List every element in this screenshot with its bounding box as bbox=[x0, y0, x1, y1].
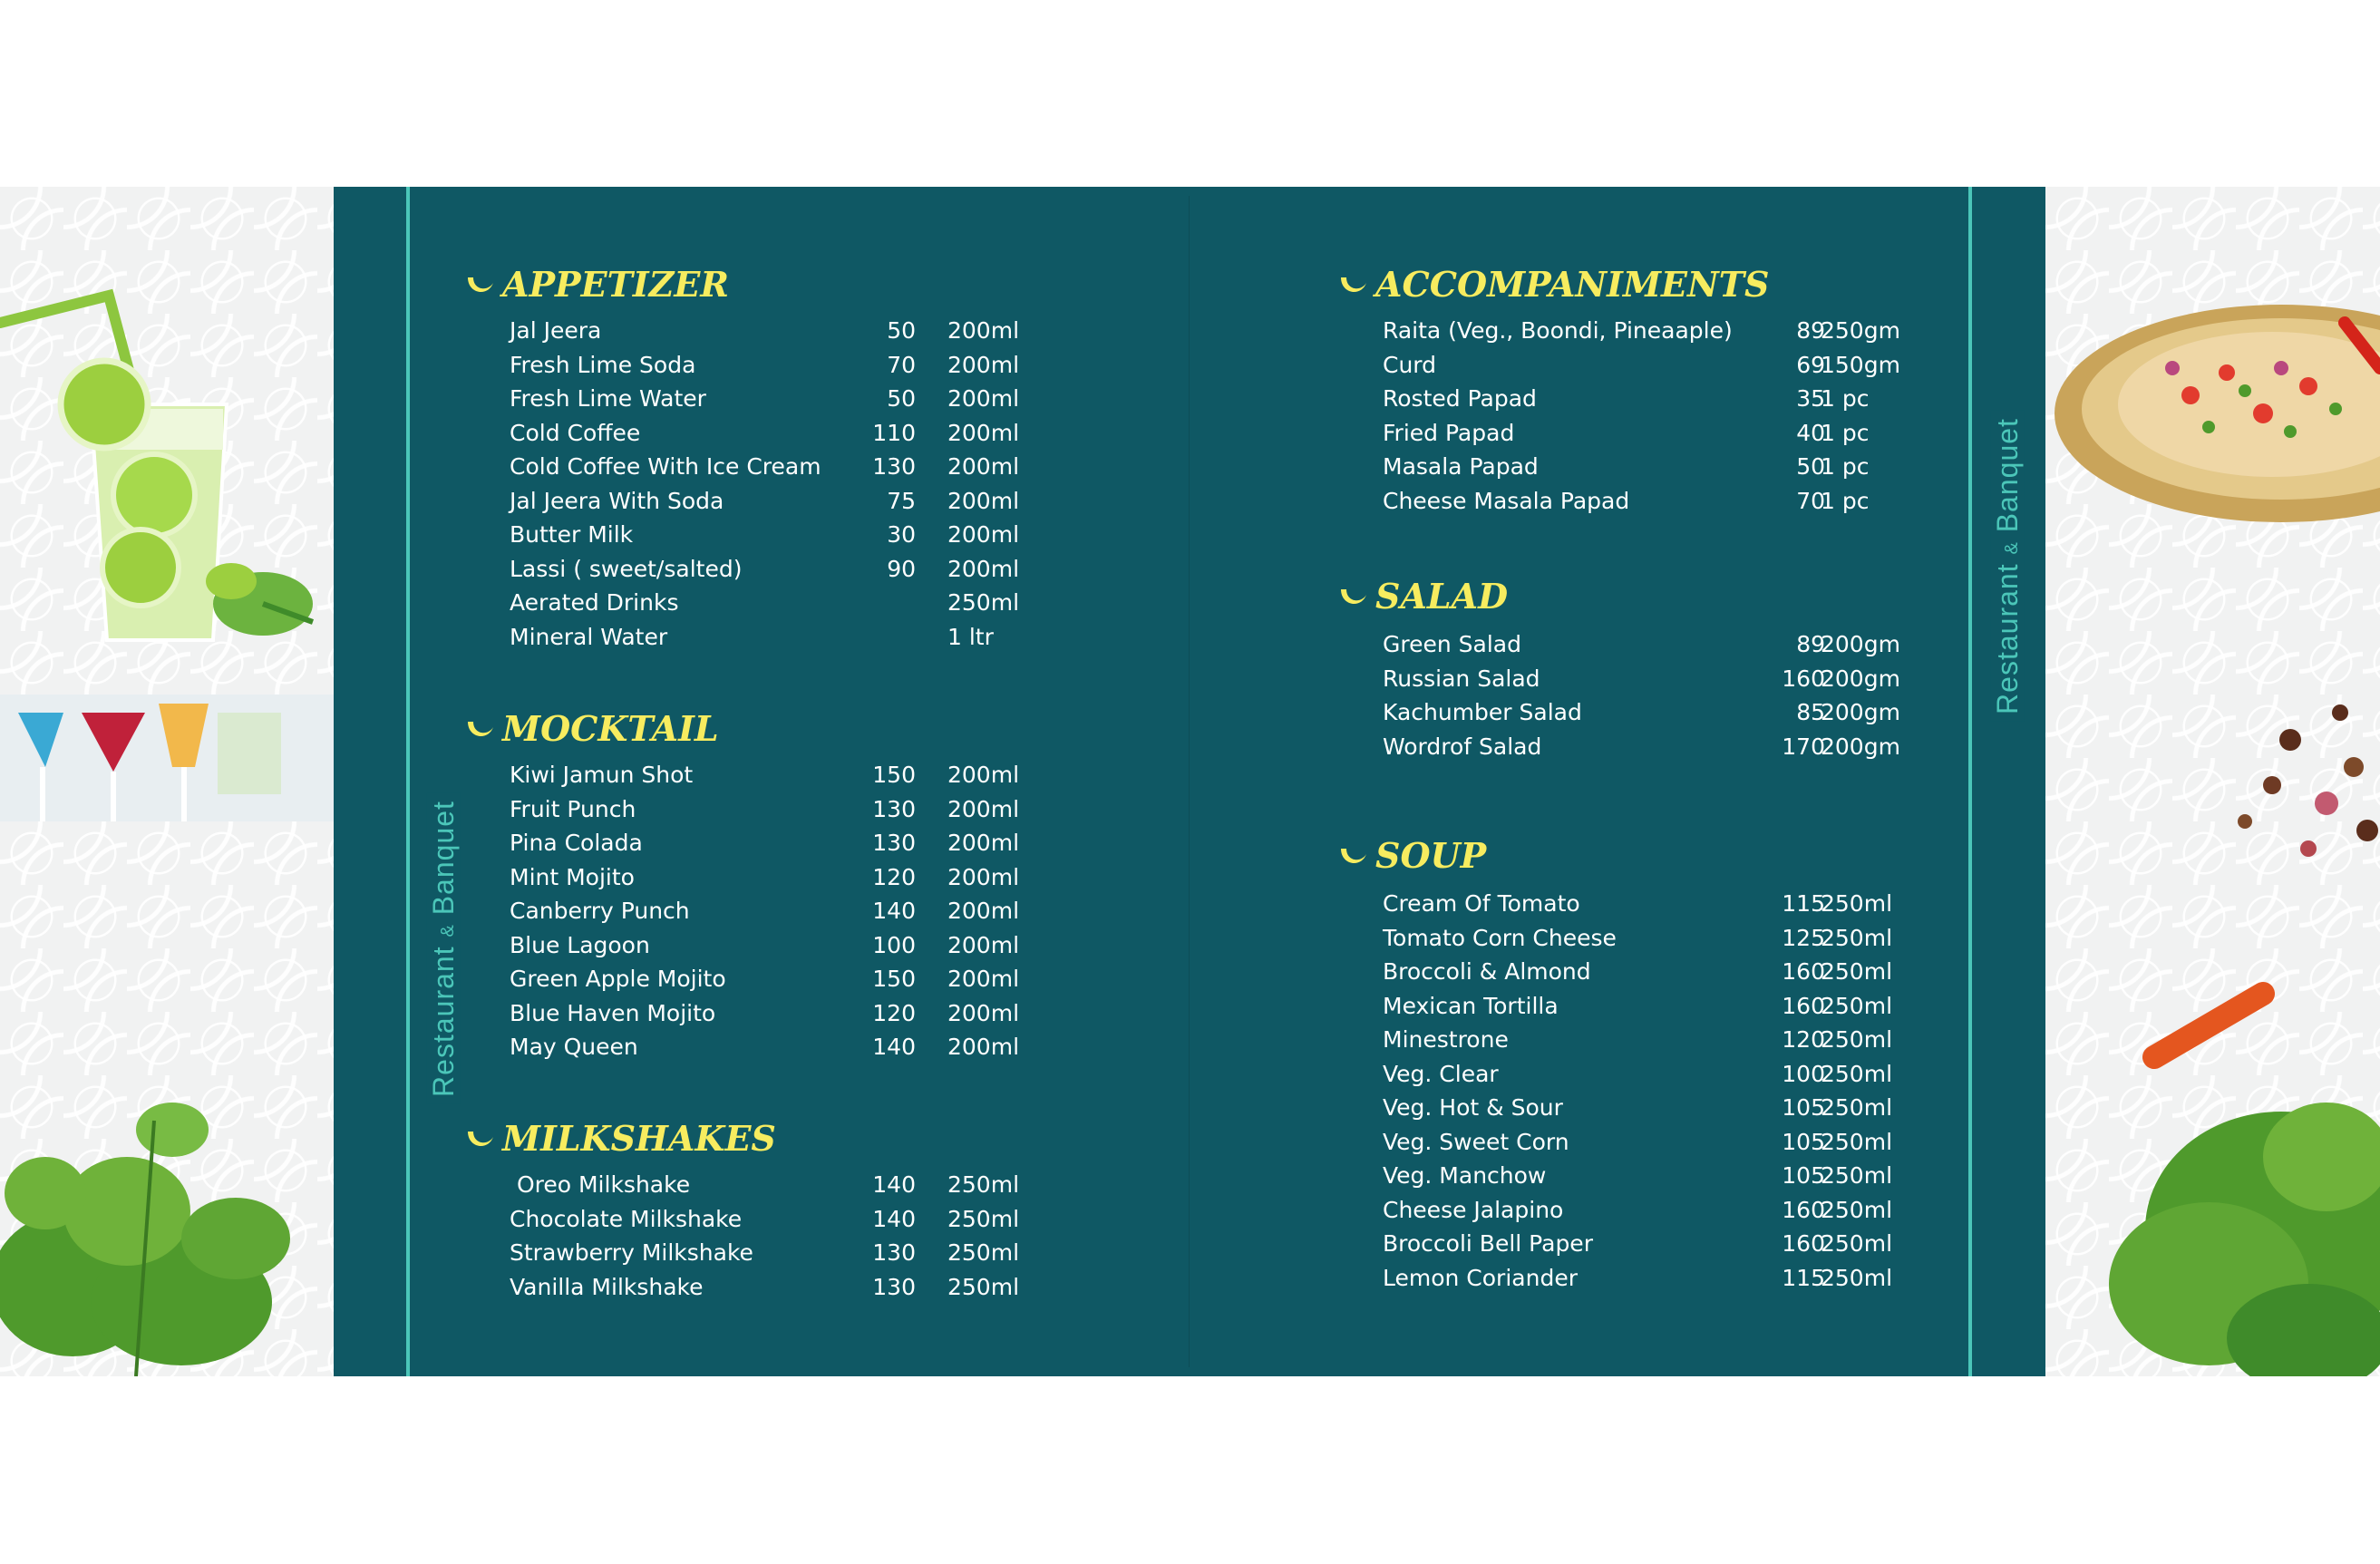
item-name: Broccoli Bell Paper bbox=[1383, 1230, 1593, 1257]
item-price: 70 bbox=[887, 351, 916, 378]
lime-soda-glass-image bbox=[0, 223, 334, 821]
item-quantity: 1 ltr bbox=[947, 623, 994, 650]
appetizer-section bbox=[464, 261, 1208, 654]
item-name: Cheese Jalapino bbox=[1383, 1196, 1564, 1223]
crescent-icon bbox=[464, 713, 495, 743]
item-price: 140 bbox=[872, 898, 916, 924]
menu-item bbox=[1337, 1125, 1918, 1160]
menu-item bbox=[464, 1236, 1208, 1270]
item-price: 35 bbox=[1796, 385, 1825, 412]
salad-section bbox=[1337, 573, 1918, 763]
item-name: May Queen bbox=[510, 1034, 638, 1060]
item-quantity: 200ml bbox=[947, 830, 1020, 856]
menu-item bbox=[464, 1168, 1208, 1202]
item-quantity: 200ml bbox=[947, 317, 1020, 344]
crescent-icon bbox=[1337, 580, 1368, 611]
crescent-icon bbox=[464, 268, 495, 299]
menu-item bbox=[1337, 450, 1918, 484]
item-name: Kachumber Salad bbox=[1383, 699, 1582, 725]
item-name: Jal Jeera With Soda bbox=[510, 487, 724, 514]
section-title-mocktail bbox=[464, 705, 1208, 751]
section-title-text: SALAD bbox=[1375, 575, 1509, 617]
item-quantity: 250ml bbox=[1821, 1162, 1893, 1189]
item-price: 160 bbox=[1782, 665, 1825, 692]
item-quantity: 250ml bbox=[947, 589, 1020, 616]
menu-item bbox=[1337, 314, 1918, 348]
milkshakes-section bbox=[464, 1115, 1208, 1304]
item-name: Minestrone bbox=[1383, 1026, 1509, 1053]
item-price: 105 bbox=[1782, 1094, 1825, 1121]
milkshakes-list bbox=[464, 1168, 1208, 1304]
menu-item bbox=[1337, 695, 1918, 730]
item-quantity: 200ml bbox=[947, 419, 1020, 446]
item-price: 140 bbox=[872, 1205, 916, 1232]
item-quantity: 200gm bbox=[1821, 699, 1900, 725]
item-name: Chocolate Milkshake bbox=[510, 1205, 743, 1232]
brand-ampersand: & bbox=[2001, 541, 2022, 555]
item-name: Cold Coffee With Ice Cream bbox=[510, 453, 821, 480]
menu-item bbox=[464, 928, 1208, 963]
item-quantity: 150gm bbox=[1821, 351, 1900, 378]
item-price: 130 bbox=[872, 1239, 916, 1266]
item-name: Fried Papad bbox=[1383, 419, 1515, 446]
item-name: Russian Salad bbox=[1383, 665, 1540, 692]
item-price: 125 bbox=[1782, 924, 1825, 951]
right-brand-label bbox=[1991, 411, 2025, 722]
coriander-leaves-image bbox=[0, 1030, 334, 1376]
menu-item bbox=[464, 792, 1208, 827]
item-price: 130 bbox=[872, 795, 916, 822]
menu-item bbox=[464, 894, 1208, 928]
accompaniments-list bbox=[1337, 314, 1918, 518]
item-quantity: 200ml bbox=[947, 931, 1020, 958]
item-quantity: 200ml bbox=[947, 385, 1020, 412]
item-name: Aerated Drinks bbox=[510, 589, 679, 616]
right-decor-panel bbox=[2045, 187, 2380, 1376]
left-accent-line bbox=[406, 187, 410, 1376]
menu-item bbox=[464, 484, 1208, 519]
menu-item bbox=[1337, 348, 1918, 383]
item-name: Fresh Lime Soda bbox=[510, 351, 696, 378]
item-price: 150 bbox=[872, 966, 916, 992]
item-price: 160 bbox=[1782, 1196, 1825, 1223]
item-quantity: 250ml bbox=[1821, 1060, 1893, 1087]
item-quantity: 200ml bbox=[947, 555, 1020, 582]
item-name: Curd bbox=[1383, 351, 1437, 378]
item-name: Jal Jeera bbox=[510, 317, 602, 344]
mocktail-list bbox=[464, 758, 1208, 1064]
item-name: Blue Haven Mojito bbox=[510, 999, 716, 1026]
menu-item bbox=[1337, 1261, 1918, 1296]
menu-item bbox=[464, 586, 1208, 620]
item-name: Rosted Papad bbox=[1383, 385, 1537, 412]
item-quantity: 200ml bbox=[947, 966, 1020, 992]
brand-word-banquet: Banquet bbox=[1990, 418, 2024, 533]
menu-item bbox=[464, 450, 1208, 484]
item-quantity: 250ml bbox=[1821, 1196, 1893, 1223]
item-price: 89 bbox=[1796, 631, 1825, 657]
item-name: Masala Papad bbox=[1383, 453, 1539, 480]
menu-item bbox=[1337, 887, 1918, 921]
menu-item bbox=[1337, 1057, 1918, 1092]
menu-item bbox=[464, 1202, 1208, 1237]
item-name: Veg. Hot & Sour bbox=[1383, 1094, 1563, 1121]
menu-item bbox=[464, 552, 1208, 587]
item-price: 90 bbox=[887, 555, 916, 582]
menu-item bbox=[464, 758, 1208, 792]
item-price: 30 bbox=[887, 521, 916, 548]
item-quantity: 1 pc bbox=[1821, 419, 1870, 446]
menu-item bbox=[1337, 1193, 1918, 1228]
item-name: Mint Mojito bbox=[510, 863, 635, 890]
item-quantity: 250ml bbox=[1821, 1094, 1893, 1121]
menu-item bbox=[464, 382, 1208, 416]
section-title-soup bbox=[1337, 832, 1918, 878]
left-decor-panel bbox=[0, 187, 334, 1376]
crescent-icon bbox=[1337, 840, 1368, 870]
item-price: 50 bbox=[887, 317, 916, 344]
menu-item bbox=[1337, 1091, 1918, 1125]
item-quantity: 200ml bbox=[947, 487, 1020, 514]
item-price: 150 bbox=[872, 762, 916, 788]
vegetables-image bbox=[2100, 957, 2380, 1376]
section-title-salad bbox=[1337, 573, 1918, 618]
masala-papad-plate-image bbox=[2045, 287, 2380, 559]
item-quantity: 250ml bbox=[947, 1171, 1020, 1198]
item-name: Lassi ( sweet/salted) bbox=[510, 555, 743, 582]
accompaniments-section bbox=[1337, 261, 1918, 518]
item-price: 40 bbox=[1796, 419, 1825, 446]
section-title-text: APPETIZER bbox=[502, 263, 729, 305]
menu-item bbox=[1337, 484, 1918, 519]
menu-item bbox=[1337, 955, 1918, 989]
item-quantity: 200ml bbox=[947, 521, 1020, 548]
menu-item bbox=[464, 826, 1208, 860]
item-price: 170 bbox=[1782, 733, 1825, 760]
menu-item bbox=[464, 860, 1208, 895]
appetizer-list bbox=[464, 314, 1208, 654]
item-quantity: 1 pc bbox=[1821, 385, 1870, 412]
menu-item bbox=[1337, 382, 1918, 416]
brand-word-restaurant: Restaurant bbox=[426, 946, 460, 1097]
brand-word-restaurant: Restaurant bbox=[1990, 563, 2024, 714]
item-quantity: 250ml bbox=[1821, 1230, 1893, 1257]
item-price: 140 bbox=[872, 1171, 916, 1198]
item-price: 140 bbox=[872, 1034, 916, 1060]
item-price: 105 bbox=[1782, 1128, 1825, 1155]
salad-list bbox=[1337, 627, 1918, 763]
menu-item bbox=[464, 1030, 1208, 1064]
section-title-text: SOUP bbox=[1375, 834, 1487, 876]
menu-item bbox=[1337, 1159, 1918, 1193]
item-price: 130 bbox=[872, 1273, 916, 1300]
item-quantity: 250ml bbox=[1821, 1026, 1893, 1053]
item-price: 115 bbox=[1782, 1264, 1825, 1291]
menu-item bbox=[464, 962, 1208, 996]
item-price: 130 bbox=[872, 453, 916, 480]
menu-item bbox=[464, 1270, 1208, 1305]
item-quantity: 200ml bbox=[947, 795, 1020, 822]
menu-item bbox=[1337, 730, 1918, 764]
item-quantity: 200ml bbox=[947, 453, 1020, 480]
menu-item bbox=[1337, 989, 1918, 1024]
item-price: 120 bbox=[1782, 1026, 1825, 1053]
item-price: 70 bbox=[1796, 487, 1825, 514]
menu-item bbox=[1337, 662, 1918, 696]
item-quantity: 250ml bbox=[1821, 890, 1893, 917]
item-name: Broccoli & Almond bbox=[1383, 958, 1591, 985]
item-quantity: 250ml bbox=[1821, 992, 1893, 1019]
menu-item bbox=[464, 996, 1208, 1031]
item-price: 120 bbox=[872, 863, 916, 890]
mocktail-section bbox=[464, 705, 1208, 1064]
item-name: Vanilla Milkshake bbox=[510, 1273, 704, 1300]
item-quantity: 200gm bbox=[1821, 631, 1900, 657]
soup-section bbox=[1337, 832, 1918, 1295]
menu-item bbox=[1337, 416, 1918, 451]
item-name: Oreo Milkshake bbox=[510, 1171, 691, 1198]
item-name: Blue Lagoon bbox=[510, 931, 650, 958]
item-quantity: 250ml bbox=[947, 1239, 1020, 1266]
crescent-icon bbox=[464, 1122, 495, 1153]
item-name: Fruit Punch bbox=[510, 795, 636, 822]
section-title-appetizer bbox=[464, 261, 1208, 306]
item-quantity: 250ml bbox=[1821, 1128, 1893, 1155]
item-quantity: 200ml bbox=[947, 1034, 1020, 1060]
menu-item bbox=[1337, 921, 1918, 956]
item-name: Butter Milk bbox=[510, 521, 634, 548]
menu-item bbox=[464, 416, 1208, 451]
section-title-text: MILKSHAKES bbox=[502, 1117, 776, 1159]
menu-item bbox=[1337, 627, 1918, 662]
item-price: 85 bbox=[1796, 699, 1825, 725]
item-price: 110 bbox=[872, 419, 916, 446]
item-price: 160 bbox=[1782, 1230, 1825, 1257]
item-quantity: 250ml bbox=[1821, 1264, 1893, 1291]
item-quantity: 200ml bbox=[947, 351, 1020, 378]
right-accent-line bbox=[1968, 187, 1972, 1376]
menu-item bbox=[464, 348, 1208, 383]
item-name: Canberry Punch bbox=[510, 898, 690, 924]
menu-item bbox=[464, 314, 1208, 348]
item-price: 120 bbox=[872, 999, 916, 1026]
item-price: 69 bbox=[1796, 351, 1825, 378]
item-quantity: 200ml bbox=[947, 863, 1020, 890]
item-quantity: 200ml bbox=[947, 762, 1020, 788]
item-name: Raita (Veg., Boondi, Pineaaple) bbox=[1383, 317, 1733, 344]
item-name: Cream Of Tomato bbox=[1383, 890, 1580, 917]
item-price: 160 bbox=[1782, 992, 1825, 1019]
item-quantity: 250ml bbox=[1821, 924, 1893, 951]
menu-item bbox=[464, 518, 1208, 552]
item-price: 75 bbox=[887, 487, 916, 514]
menu-item bbox=[1337, 1023, 1918, 1057]
item-quantity: 250ml bbox=[947, 1205, 1020, 1232]
item-name: Green Salad bbox=[1383, 631, 1521, 657]
item-price: 105 bbox=[1782, 1162, 1825, 1189]
item-quantity: 250ml bbox=[947, 1273, 1020, 1300]
crescent-icon bbox=[1337, 268, 1368, 299]
item-price: 50 bbox=[1796, 453, 1825, 480]
item-name: Veg. Manchow bbox=[1383, 1162, 1547, 1189]
item-name: Mexican Tortilla bbox=[1383, 992, 1559, 1019]
item-name: Kiwi Jamun Shot bbox=[510, 762, 694, 788]
item-price: 89 bbox=[1796, 317, 1825, 344]
item-quantity: 250gm bbox=[1821, 317, 1900, 344]
item-price: 50 bbox=[887, 385, 916, 412]
brand-word-banquet: Banquet bbox=[426, 801, 460, 916]
item-quantity: 200gm bbox=[1821, 665, 1900, 692]
item-name: Strawberry Milkshake bbox=[510, 1239, 753, 1266]
item-price: 160 bbox=[1782, 958, 1825, 985]
menu-item bbox=[464, 620, 1208, 655]
item-quantity: 1 pc bbox=[1821, 453, 1870, 480]
item-quantity: 1 pc bbox=[1821, 487, 1870, 514]
soup-list bbox=[1337, 887, 1918, 1295]
item-price: 130 bbox=[872, 830, 916, 856]
item-name: Veg. Sweet Corn bbox=[1383, 1128, 1569, 1155]
item-name: Tomato Corn Cheese bbox=[1383, 924, 1617, 951]
item-name: Veg. Clear bbox=[1383, 1060, 1499, 1087]
item-quantity: 200gm bbox=[1821, 733, 1900, 760]
item-name: Cold Coffee bbox=[510, 419, 641, 446]
item-name: Wordrof Salad bbox=[1383, 733, 1542, 760]
item-price: 100 bbox=[1782, 1060, 1825, 1087]
left-brand-label bbox=[427, 793, 461, 1104]
item-quantity: 200ml bbox=[947, 999, 1020, 1026]
item-name: Lemon Coriander bbox=[1383, 1264, 1578, 1291]
item-quantity: 200ml bbox=[947, 898, 1020, 924]
brand-ampersand: & bbox=[437, 924, 458, 937]
item-name: Green Apple Mojito bbox=[510, 966, 726, 992]
section-title-text: MOCKTAIL bbox=[502, 707, 719, 749]
item-price: 115 bbox=[1782, 890, 1825, 917]
section-title-accompaniments bbox=[1337, 261, 1918, 306]
item-name: Fresh Lime Water bbox=[510, 385, 706, 412]
item-quantity: 250ml bbox=[1821, 958, 1893, 985]
item-name: Mineral Water bbox=[510, 623, 668, 650]
item-price: 100 bbox=[872, 931, 916, 958]
item-name: Cheese Masala Papad bbox=[1383, 487, 1630, 514]
item-name: Pina Colada bbox=[510, 830, 643, 856]
section-title-milkshakes bbox=[464, 1115, 1208, 1161]
menu-item bbox=[1337, 1227, 1918, 1261]
section-title-text: ACCOMPANIMENTS bbox=[1375, 263, 1770, 305]
spices-image bbox=[2181, 695, 2380, 876]
